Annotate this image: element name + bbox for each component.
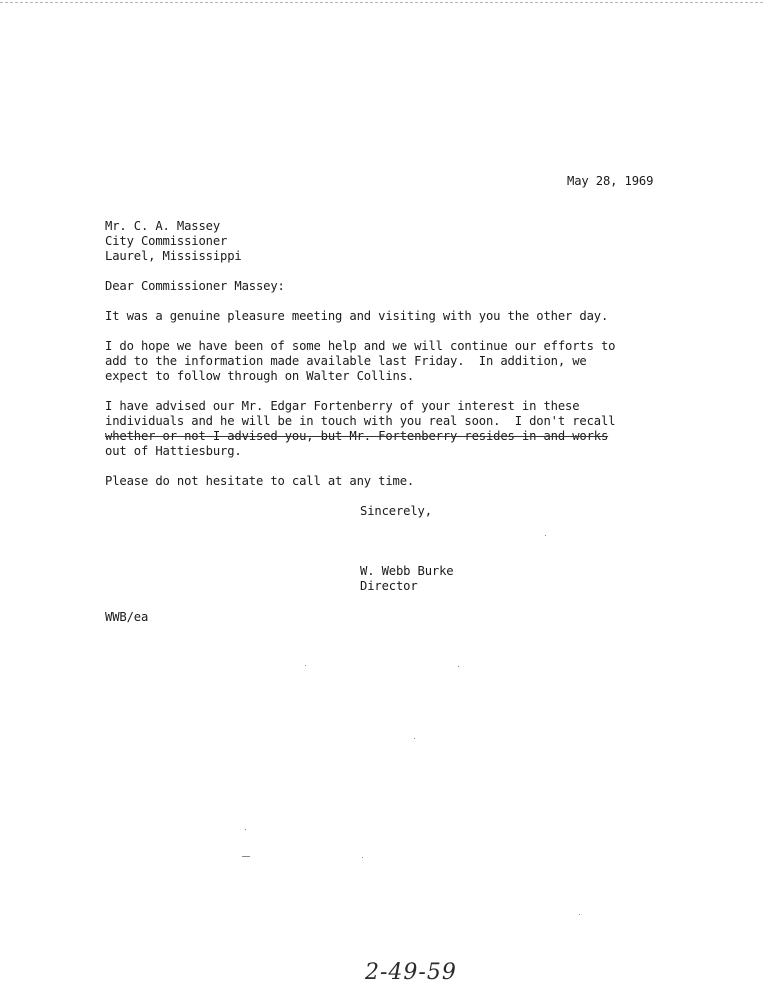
scan-speck bbox=[245, 829, 246, 830]
page-top-edge bbox=[0, 2, 763, 6]
addressee-line: City Commissioner bbox=[105, 234, 228, 248]
addressee-line: Laurel, Mississippi bbox=[105, 249, 242, 263]
addressee-line: Mr. C. A. Massey bbox=[105, 219, 220, 233]
paragraph-line: add to the information made available last Friday. In addition, we bbox=[105, 354, 587, 368]
scan-speck bbox=[458, 666, 459, 667]
typist-initials: WWB/ea bbox=[105, 610, 149, 624]
struck-through-line: whether or not I advised you, but Mr. Fortenberry resides in and works bbox=[105, 429, 609, 443]
paragraph-4: Please do not hesitate to call at any time. bbox=[105, 474, 415, 488]
closing: Sincerely, bbox=[360, 504, 432, 518]
paragraph-line: individuals and he will be in touch with you real soon. I don't recall bbox=[105, 414, 616, 428]
scan-speck bbox=[414, 738, 415, 739]
letter-date: May 28, 1969 bbox=[567, 174, 654, 188]
scan-speck bbox=[362, 857, 363, 858]
scan-speck bbox=[545, 535, 546, 536]
scan-speck bbox=[305, 665, 306, 666]
handwritten-number: 2-49-59 bbox=[365, 960, 457, 985]
paragraph-line: out of Hattiesburg. bbox=[105, 444, 242, 458]
paragraph-line: I have advised our Mr. Edgar Fortenberry of your interest in these bbox=[105, 399, 580, 413]
salutation: Dear Commissioner Massey: bbox=[105, 279, 285, 293]
signer-title: Director bbox=[360, 579, 418, 593]
paragraph-line: I do hope we have been of some help and we will continue our efforts to bbox=[105, 339, 616, 353]
paragraph-line: expect to follow through on Walter Collins. bbox=[105, 369, 415, 383]
signer-name: W. Webb Burke bbox=[360, 564, 454, 578]
paragraph-1: It was a genuine pleasure meeting and visiting with you the other day. bbox=[105, 309, 609, 323]
scan-speck bbox=[242, 856, 250, 857]
scan-speck bbox=[579, 914, 580, 915]
